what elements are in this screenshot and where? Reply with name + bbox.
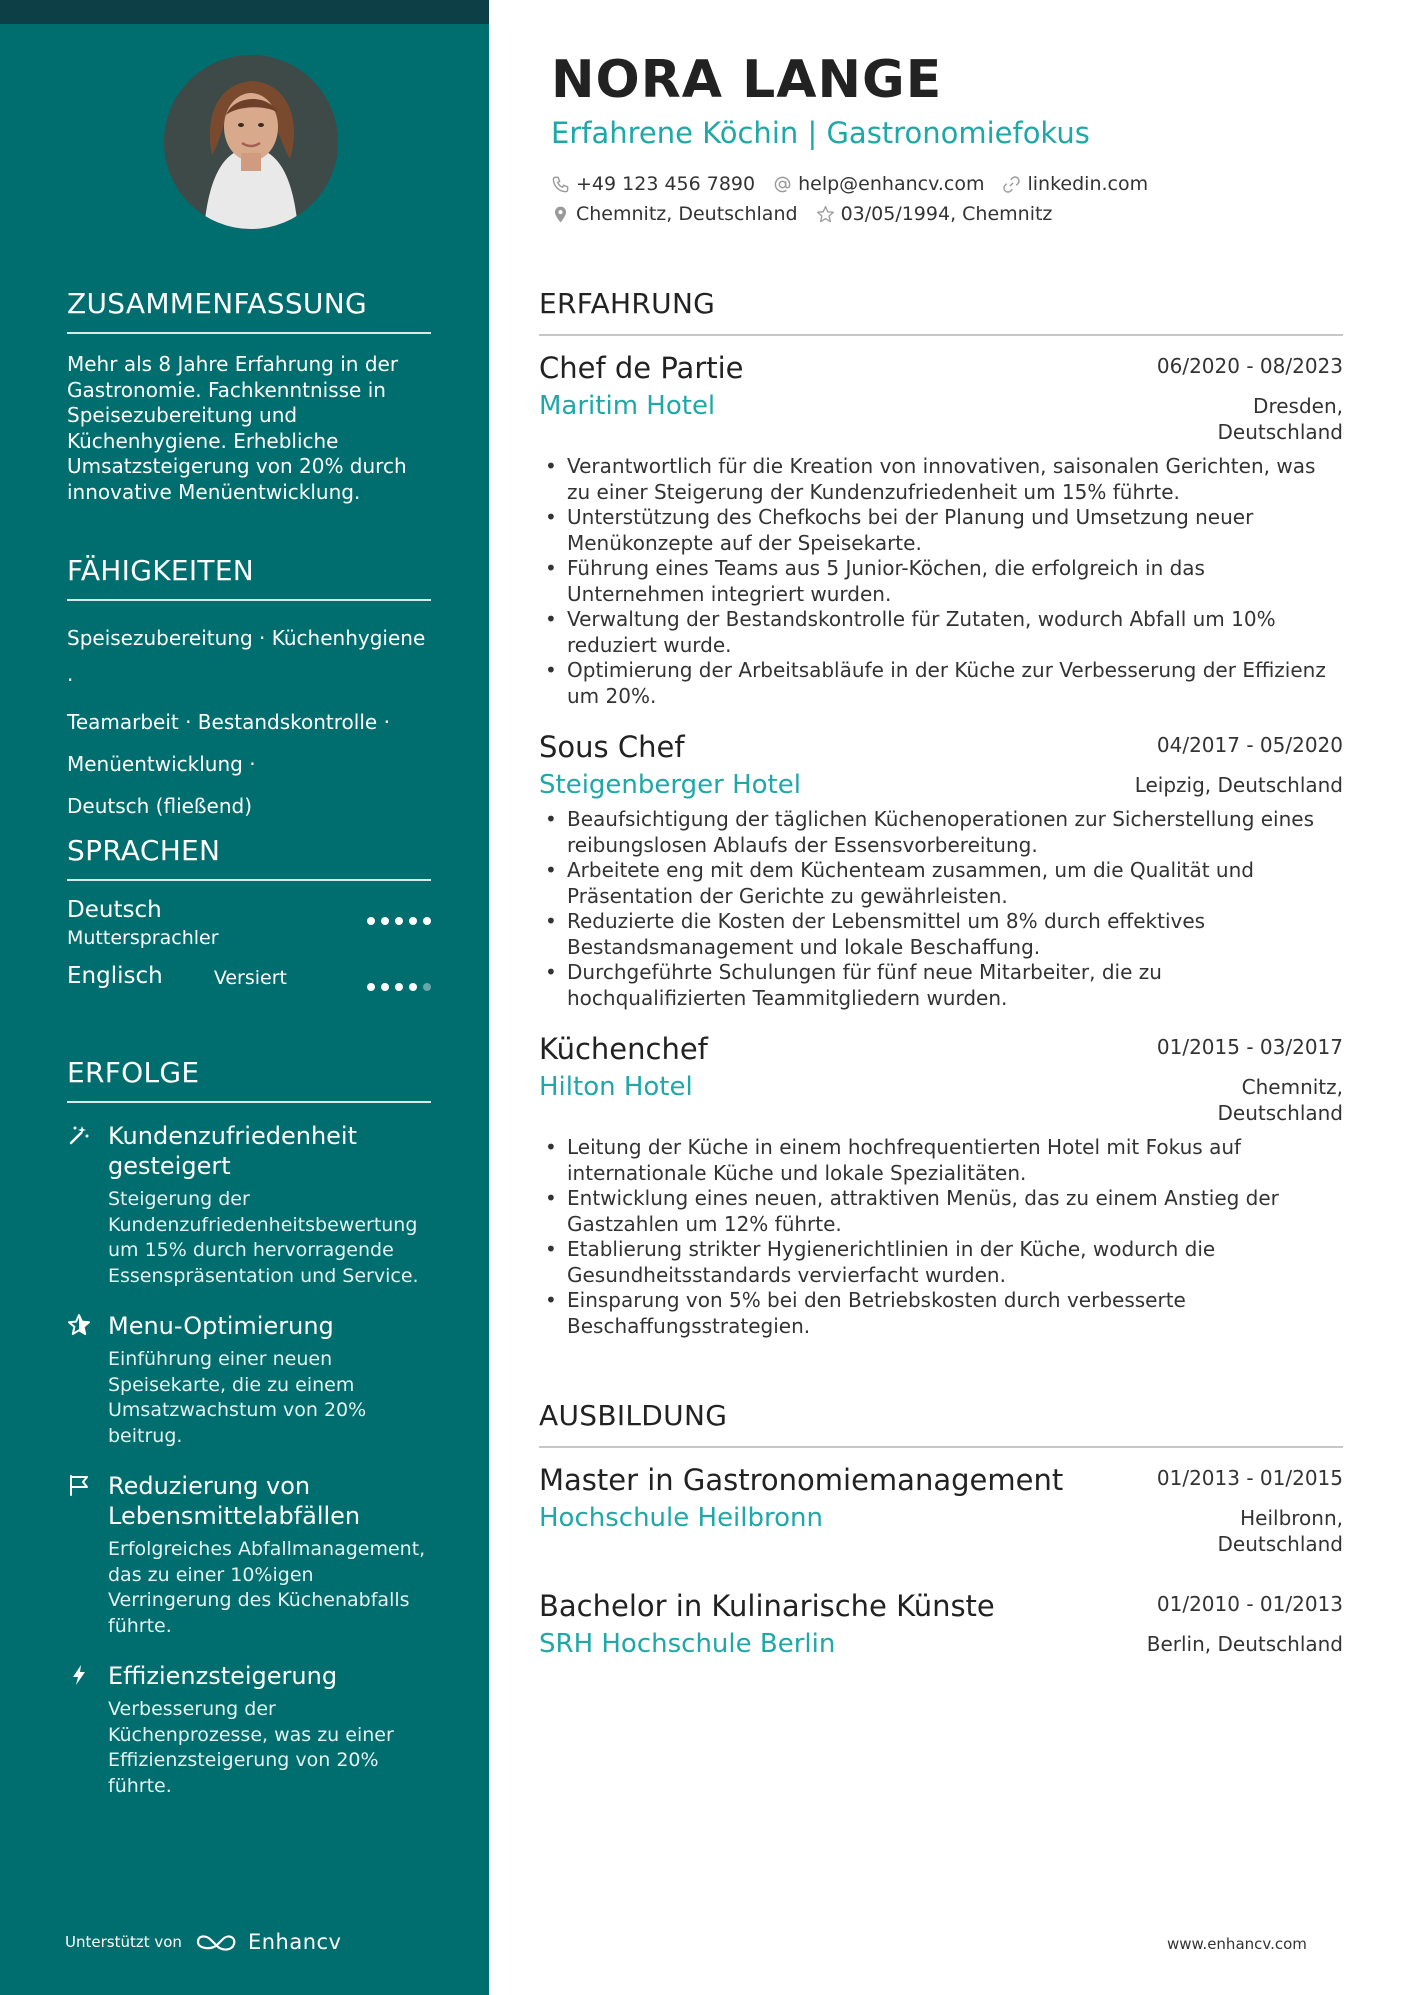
sidebar: [0, 0, 489, 1995]
company-name[interactable]: Maritim Hotel: [539, 391, 716, 421]
phone-icon: [551, 175, 570, 194]
link-icon: [1002, 175, 1021, 194]
bullet-item: • Beaufsichtigung der täglichen Küchenoperationen zur Sicherstellung eines reibungslosen Ablaufs der Essensvorbereitung.: [539, 807, 1343, 858]
languages-list: [67, 897, 431, 1013]
rating-dot: [367, 983, 375, 991]
bullet-item: • Arbeitete eng mit dem Küchenteam zusammen, um die Qualität und Präsentation der Gerichte zu gewährleisten.: [539, 858, 1343, 909]
sidebar-top-bar: [0, 0, 489, 24]
skill-line: Deutsch (fließend): [67, 794, 253, 818]
language-item: [67, 963, 431, 1013]
school-location: Heilbronn, Deutschland: [1217, 1506, 1343, 1556]
contact-birth: [816, 203, 1053, 225]
job-bullets: [539, 454, 1343, 709]
language-item: [67, 897, 431, 963]
bullet-item: • Etablierung strikter Hygienerichtlinien in der Küche, wodurch die Gesundheitsstandards vervierfacht wurden.: [539, 1237, 1343, 1288]
achievement-title: Reduzierung von Lebensmittelabfällen: [108, 1472, 361, 1530]
summary-heading: ZUSAMMENFASSUNG: [67, 287, 431, 334]
experience-entry: [539, 350, 1343, 709]
summary-section: [67, 287, 431, 505]
powered-by-label: Unterstützt von: [65, 1933, 182, 1951]
avatar: [164, 55, 338, 229]
education-heading: AUSBILDUNG: [539, 1399, 1343, 1448]
degree-title: Master in Gastronomiemanagement: [539, 1463, 1064, 1497]
rating-dot-empty: [423, 983, 431, 991]
bullet-item: • Durchgeführte Schulungen für fünf neue Mitarbeiter, die zu hochqualifizierten Teammitgliedern wurden.: [539, 960, 1343, 1011]
skills-list: [67, 617, 431, 827]
job-location: Chemnitz, Deutschland: [1217, 1075, 1343, 1125]
language-level: Muttersprachler: [67, 927, 219, 949]
achievement-item: [67, 1661, 431, 1799]
rating-dot: [381, 983, 389, 991]
powered-by: [65, 1930, 341, 1954]
contact-link[interactable]: [1002, 173, 1148, 195]
summary-text: Mehr als 8 Jahre Erfahrung in der Gastronomie. Fachkenntnisse in Speisezubereitung und Küchenhygiene. Erhebliche Umsatzsteigerung von 20% durch innovative Menüentwicklung.: [67, 352, 407, 504]
company-name[interactable]: Hilton Hotel: [539, 1072, 693, 1102]
language-rating: [361, 976, 431, 984]
job-dates: 01/2015 - 03/2017: [1156, 1035, 1343, 1059]
achievement-text: Erfolgreiches Abfallmanagement, das zu einer 10%igen Verringerung des Küchenabfalls führte.: [108, 1538, 426, 1637]
profile-photo-icon: [164, 55, 338, 229]
job-title: Küchenchef: [539, 1032, 708, 1066]
bullet-item: • Optimierung der Arbeitsabläufe in der Küche zur Verbesserung der Effizienz um 20%.: [539, 658, 1343, 709]
brand-logo[interactable]: [194, 1930, 342, 1954]
skills-section: [67, 554, 431, 827]
language-name: Englisch: [67, 963, 163, 989]
achievement-title: Effizienzsteigerung: [108, 1662, 338, 1690]
languages-section: [67, 834, 431, 1013]
education-entry: [539, 1462, 1343, 1566]
email-text: help@enhancv.com: [798, 173, 985, 195]
infinity-logo-icon: [194, 1931, 240, 1953]
job-dates: 06/2020 - 08/2023: [1156, 354, 1343, 378]
experience-entry: [539, 1031, 1343, 1339]
skill-line: Menüentwicklung ·: [67, 752, 256, 776]
bullet-item: • Führung eines Teams aus 5 Junior-Köchen, die erfolgreich in das Unternehmen integriert wurden.: [539, 556, 1343, 607]
candidate-name: NORA LANGE: [551, 50, 943, 110]
languages-heading: SPRACHEN: [67, 834, 431, 881]
wand-icon: [67, 1123, 91, 1147]
job-dates: 04/2017 - 05/2020: [1156, 733, 1343, 757]
star-icon: [67, 1313, 91, 1337]
rating-dot: [409, 983, 417, 991]
achievements-section: [67, 1056, 431, 1799]
bullet-item: • Verwaltung der Bestandskontrolle für Zutaten, wodurch Abfall um 10% reduziert wurde.: [539, 607, 1343, 658]
bullet-item: • Verantwortlich für die Kreation von innovativen, saisonalen Gerichten, was zu einer Steigerung der Kundenzufriedenheit um 15% führte.: [539, 454, 1343, 505]
job-bullets: [539, 807, 1343, 1011]
school-location: Berlin, Deutschland: [1146, 1632, 1343, 1656]
rating-dot: [423, 917, 431, 925]
degree-dates: 01/2013 - 01/2015: [1156, 1466, 1343, 1490]
achievements-list: [67, 1121, 431, 1799]
location-pin-icon: [551, 205, 570, 224]
degree-title: Bachelor in Kulinarische Künste: [539, 1589, 995, 1623]
brand-name: Enhancv: [247, 1930, 342, 1954]
bolt-icon: [67, 1663, 91, 1687]
achievement-title: Kundenzufriedenheit gesteigert: [108, 1122, 357, 1180]
footer-url[interactable]: www.enhancv.com: [1167, 1935, 1307, 1953]
achievements-heading: ERFOLGE: [67, 1056, 431, 1103]
education-section: [539, 1399, 1343, 1660]
achievement-item: [67, 1121, 431, 1289]
contact-phone[interactable]: [551, 173, 755, 195]
achievement-text: Verbesserung der Küchenprozesse, was zu einer Effizienzsteigerung von 20% führte.: [108, 1698, 394, 1797]
location-text: Chemnitz, Deutschland: [576, 203, 798, 225]
achievement-text: Steigerung der Kundenzufriedenheitsbewertung um 15% durch hervorragende Essenspräsentation und Service.: [108, 1188, 419, 1287]
language-level: Versiert: [213, 967, 287, 989]
job-title: Chef de Partie: [539, 351, 744, 385]
company-name[interactable]: Steigenberger Hotel: [539, 770, 801, 800]
star-outline-icon: [816, 205, 835, 224]
achievement-title: Menu-Optimierung: [108, 1312, 334, 1340]
rating-dot: [367, 917, 375, 925]
school-name[interactable]: SRH Hochschule Berlin: [539, 1629, 836, 1659]
rating-dot: [381, 917, 389, 925]
job-title: Sous Chef: [539, 730, 685, 764]
job-location: Leipzig, Deutschland: [1134, 773, 1343, 797]
skill-line: Speisezubereitung · Küchenhygiene ·: [67, 626, 426, 692]
achievement-text: Einführung einer neuen Speisekarte, die zu einem Umsatzwachstum von 20% beitrug.: [108, 1348, 367, 1447]
experience-entry: [539, 729, 1343, 1011]
language-rating: [361, 910, 431, 918]
flag-icon: [67, 1473, 91, 1497]
bullet-item: • Unterstützung des Chefkochs bei der Planung und Umsetzung neuer Menükonzepte auf der Speisekarte.: [539, 505, 1343, 556]
bullet-item: • Reduzierte die Kosten der Lebensmittel um 8% durch effektives Bestandsmanagement und lokale Beschaffung.: [539, 909, 1343, 960]
bullet-item: • Leitung der Küche in einem hochfrequentierten Hotel mit Fokus auf internationale Küche und lokale Spezialitäten.: [539, 1135, 1343, 1186]
contact-email[interactable]: [773, 173, 984, 195]
skills-heading: FÄHIGKEITEN: [67, 554, 431, 601]
rating-dot: [395, 983, 403, 991]
skill-line: Teamarbeit · Bestandskontrolle ·: [67, 710, 390, 734]
job-location: Dresden, Deutschland: [1217, 394, 1343, 444]
candidate-title: Erfahrene Köchin | Gastronomiefokus: [551, 116, 1090, 150]
language-name: Deutsch: [67, 897, 162, 923]
bullet-item: • Entwicklung eines neuen, attraktiven Menüs, das zu einem Anstieg der Gastzahlen um 12% führte.: [539, 1186, 1343, 1237]
birth-text: 03/05/1994, Chemnitz: [840, 203, 1053, 225]
rating-dot: [409, 917, 417, 925]
at-icon: [773, 175, 792, 194]
bullet-item: • Einsparung von 5% bei den Betriebskosten durch verbesserte Beschaffungsstrategien.: [539, 1288, 1343, 1339]
school-name[interactable]: Hochschule Heilbronn: [539, 1503, 823, 1533]
job-bullets: [539, 1135, 1343, 1339]
contact-location: [551, 203, 798, 225]
contact-info: [551, 169, 1351, 229]
achievement-item: [67, 1311, 431, 1449]
degree-dates: 01/2010 - 01/2013: [1156, 1592, 1343, 1616]
experience-section: [539, 287, 1343, 1339]
rating-dot: [395, 917, 403, 925]
education-entry: [539, 1588, 1343, 1660]
experience-heading: ERFAHRUNG: [539, 287, 1343, 336]
phone-text: +49 123 456 7890: [576, 173, 756, 195]
achievement-item: [67, 1471, 431, 1639]
link-text: linkedin.com: [1027, 173, 1149, 195]
